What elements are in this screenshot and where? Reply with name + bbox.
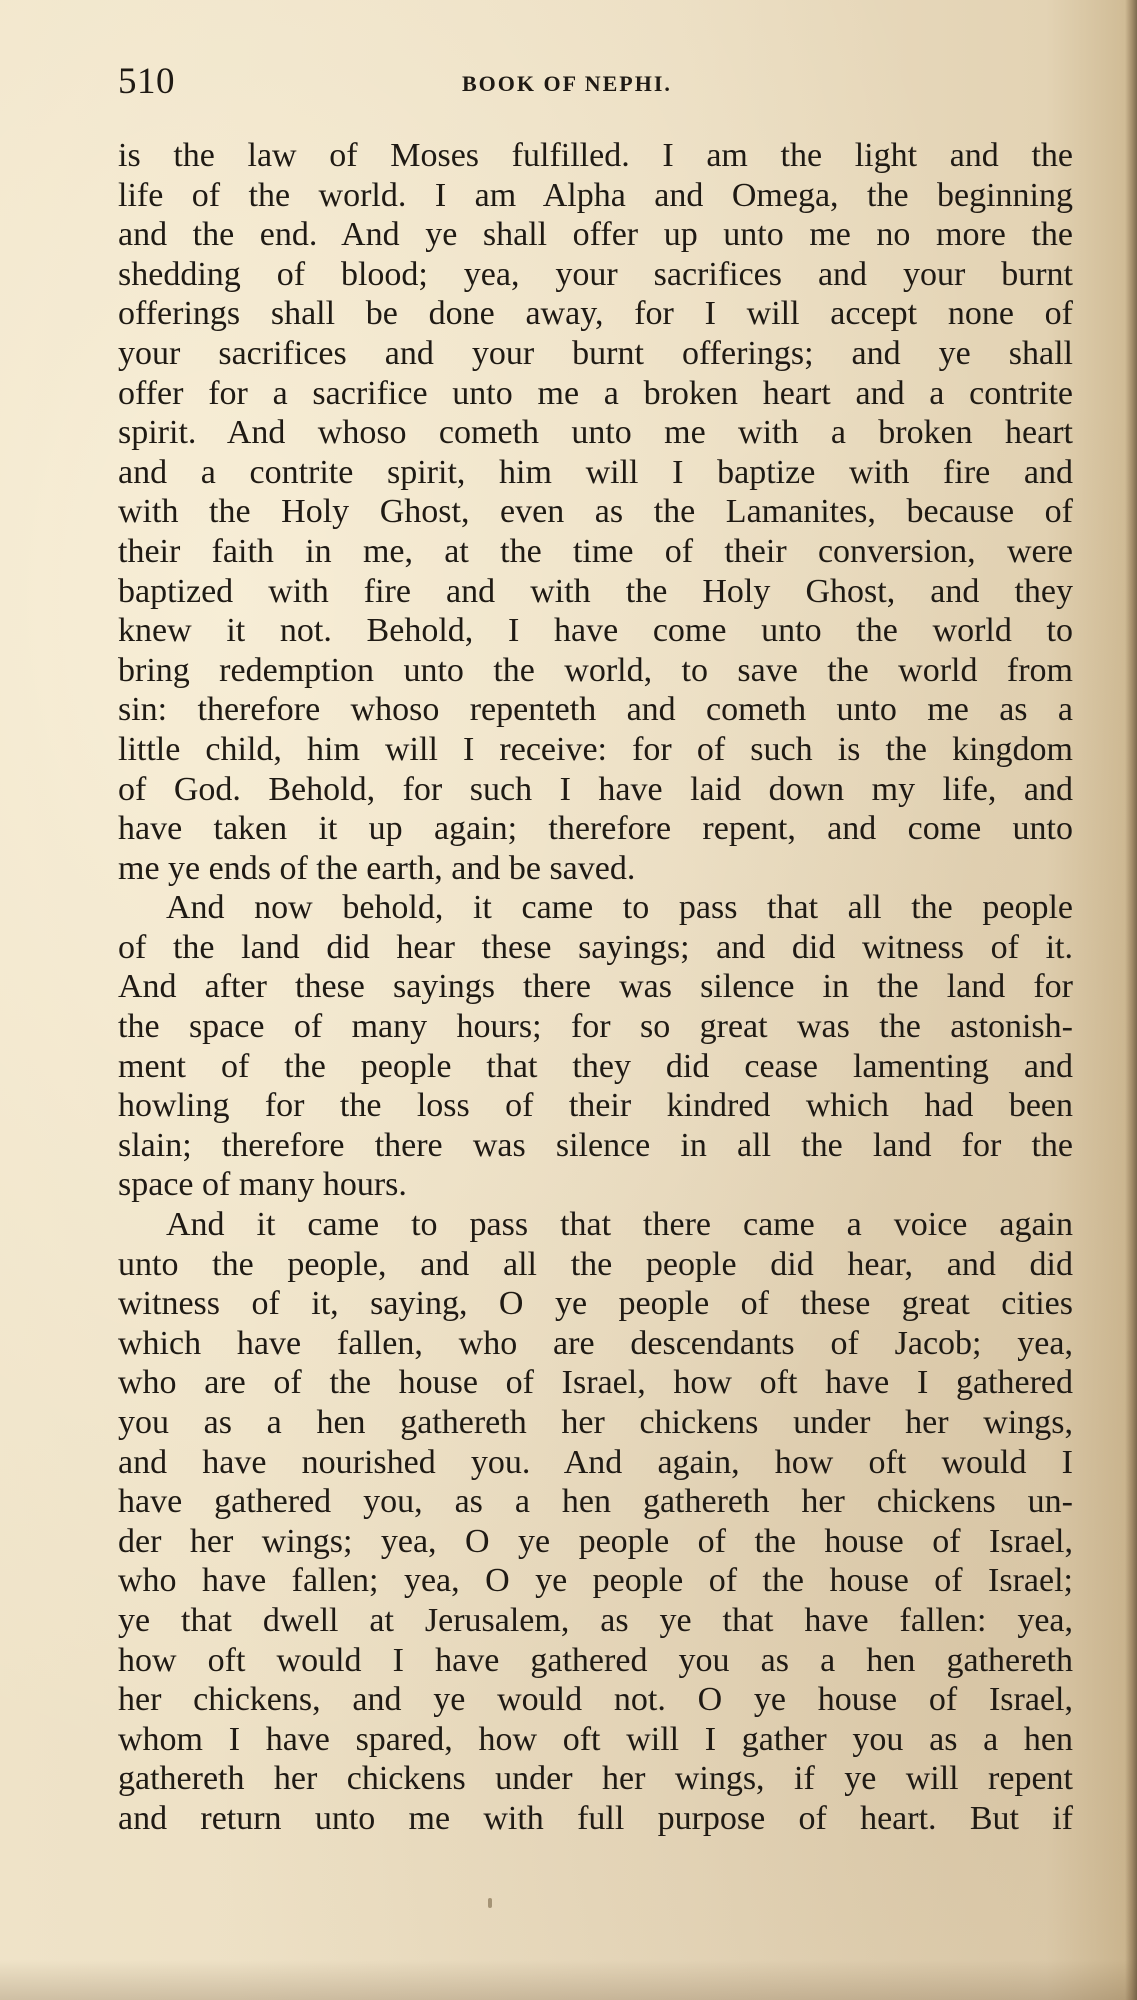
- text-line: which have fallen, who are descendants of Jacob; yea,: [118, 1324, 1073, 1362]
- text-line: slain; therefore there was silence in all the land for the: [118, 1126, 1073, 1164]
- text-line: ye that dwell at Jerusalem, as ye that have fallen: yea,: [118, 1601, 1073, 1639]
- text-line: their faith in me, at the time of their conversion, were: [118, 532, 1073, 570]
- text-line: who are of the house of Israel, how oft have I gathered: [118, 1364, 1073, 1402]
- text-line: life of the world. I am Alpha and Omega, the beginning: [118, 176, 1073, 214]
- ink-speck: [488, 1898, 492, 1908]
- text-line: der her wings; yea, O ye people of the house of Israel,: [118, 1522, 1073, 1560]
- text-line: gathereth her chickens under her wings, if ye will repent: [118, 1760, 1073, 1798]
- text-line: shedding of blood; yea, your sacrifices and your burnt: [118, 255, 1073, 293]
- text-line: have gathered you, as a hen gathereth her chickens un-: [118, 1483, 1073, 1521]
- text-line: sin: therefore whoso repenteth and cometh unto me as a: [118, 691, 1073, 729]
- text-line: howling for the loss of their kindred which had been: [118, 1087, 1073, 1125]
- text-line: ment of the people that they did cease lamenting and: [118, 1047, 1073, 1085]
- page-bottom-shadow: [0, 1960, 1137, 2000]
- text-line: offerings shall be done away, for I will accept none of: [118, 295, 1073, 333]
- page-edge-shadow: [1125, 0, 1137, 2000]
- page-header: [118, 58, 1068, 108]
- text-line: you as a hen gathereth her chickens under her wings,: [118, 1404, 1073, 1441]
- text-line: of God. Behold, for such I have laid down my life, and: [118, 770, 1073, 808]
- text-line: your sacrifices and your burnt offerings; and ye shall: [118, 334, 1073, 372]
- text-body: [118, 136, 1073, 1839]
- text-line: and the end. And ye shall offer up unto me no more the: [118, 216, 1073, 254]
- text-line: offer for a sacrifice unto me a broken heart and a contrite: [118, 374, 1073, 412]
- text-line: how oft would I have gathered you as a hen gathereth: [118, 1641, 1073, 1679]
- text-line: knew it not. Behold, I have come unto the world to: [118, 612, 1073, 650]
- text-line: spirit. And whoso cometh unto me with a broken heart: [118, 414, 1073, 452]
- text-line: witness of it, saying, O ye people of these great cities: [118, 1285, 1073, 1323]
- text-line: And it came to pass that there came a voice again: [166, 1206, 1073, 1244]
- text-line: with the Holy Ghost, even as the Lamanites, because of: [118, 493, 1073, 531]
- running-title: BOOK OF NEPHI.: [462, 71, 672, 96]
- text-line: the space of many hours; for so great was the astonish-: [118, 1008, 1073, 1046]
- paragraph: [118, 1205, 1073, 1839]
- text-line: whom I have spared, how oft will I gather you as a hen: [118, 1720, 1073, 1758]
- text-line: of the land did hear these sayings; and did witness of it.: [118, 928, 1073, 966]
- paragraph: [118, 136, 1073, 888]
- text-line: and a contrite spirit, him will I baptize with fire and: [118, 453, 1073, 491]
- paragraph: [118, 888, 1073, 1205]
- text-line: baptized with fire and with the Holy Ghost, and they: [118, 572, 1073, 610]
- text-line: who have fallen; yea, O ye people of the house of Israel;: [118, 1562, 1073, 1600]
- text-line: have taken it up again; therefore repent, and come unto: [118, 810, 1073, 848]
- text-line: and have nourished you. And again, how oft would I: [118, 1443, 1073, 1481]
- text-line: and return unto me with full purpose of heart. But if: [118, 1799, 1073, 1837]
- text-line: her chickens, and ye would not. O ye house of Israel,: [118, 1681, 1073, 1719]
- page-number: 510: [118, 61, 175, 102]
- text-line: little child, him will I receive: for of such is the kingdom: [118, 730, 1073, 768]
- text-line: And now behold, it came to pass that all the people: [166, 889, 1073, 927]
- text-line: space of many hours.: [118, 1166, 407, 1204]
- text-line: is the law of Moses fulfilled. I am the light and the: [118, 137, 1073, 174]
- text-line: me ye ends of the earth, and be saved.: [118, 849, 636, 887]
- text-line: And after these sayings there was silence in the land for: [118, 968, 1073, 1006]
- text-line: unto the people, and all the people did hear, and did: [118, 1245, 1073, 1283]
- text-line: bring redemption unto the world, to save the world from: [118, 651, 1073, 689]
